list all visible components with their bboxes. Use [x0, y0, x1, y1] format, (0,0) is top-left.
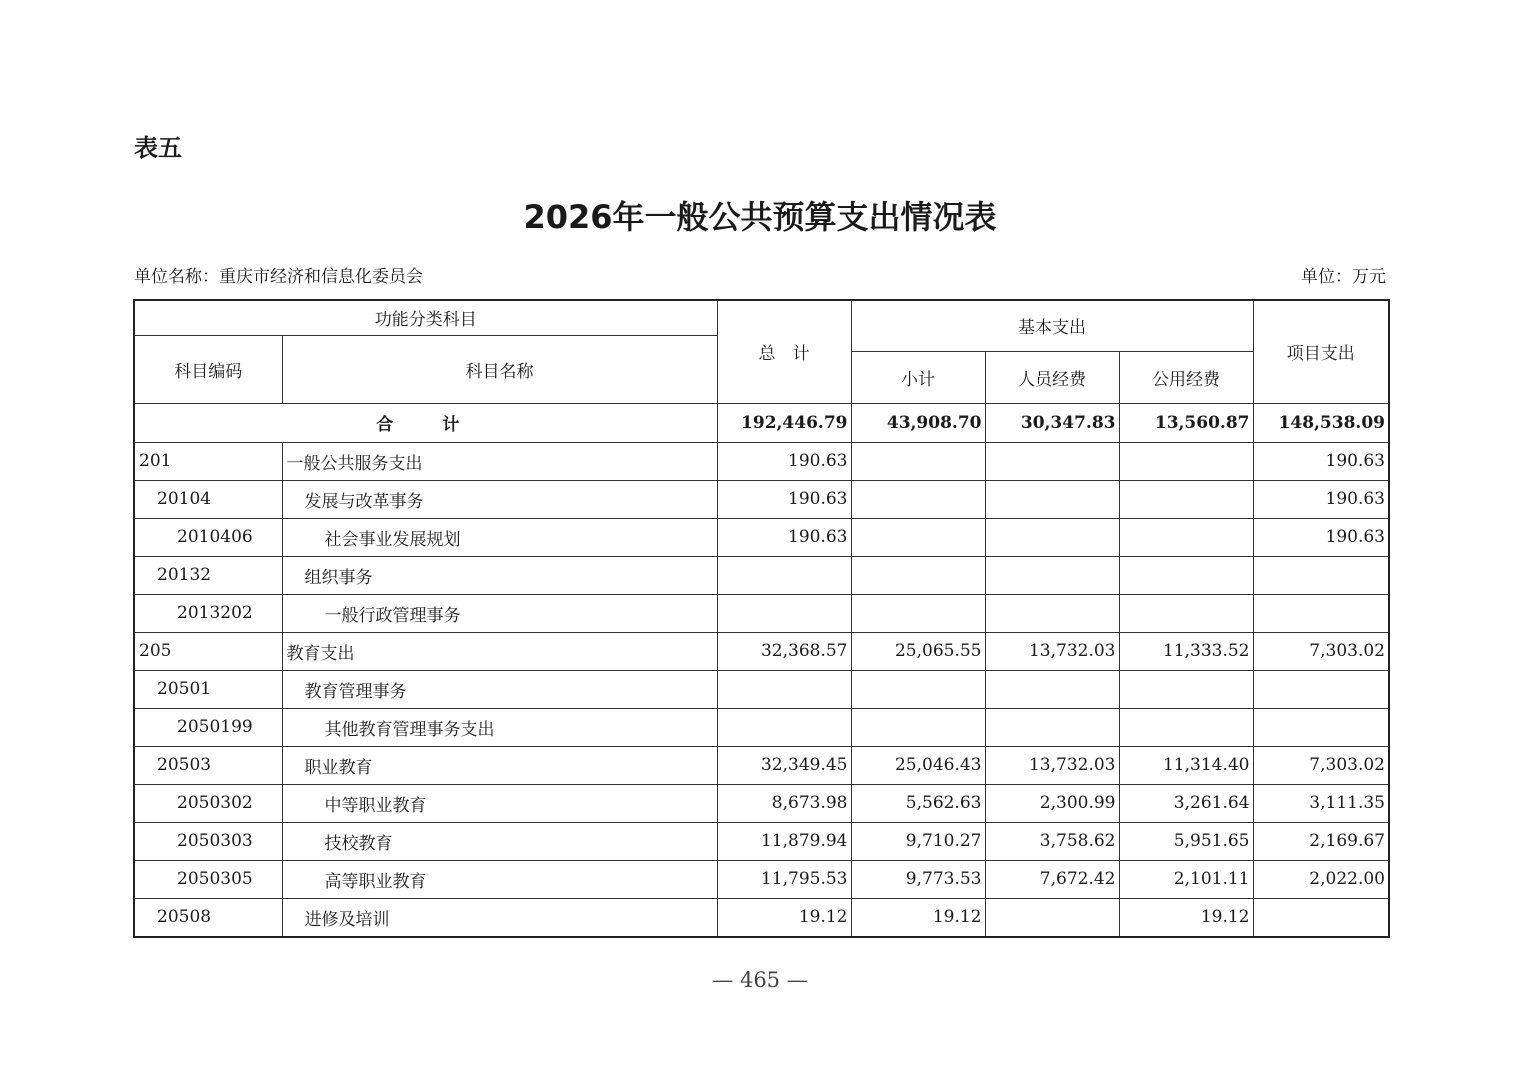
- cell-code: 201: [134, 442, 282, 480]
- cell-project: [1253, 556, 1389, 594]
- total-label: 合 计: [134, 403, 717, 442]
- table-row: [134, 518, 1389, 556]
- cell-project: 2,169.67: [1253, 822, 1389, 860]
- cell-subtotal: 19.12: [851, 898, 985, 937]
- cell-personnel: [985, 594, 1119, 632]
- cell-public: [1119, 670, 1253, 708]
- cell-subtotal: [851, 708, 985, 746]
- unit-name-label: 单位名称：重庆市经济和信息化委员会: [134, 267, 423, 287]
- total-project: 148,538.09: [1253, 403, 1389, 442]
- table-row: [134, 632, 1389, 670]
- cell-code: 20132: [134, 556, 282, 594]
- cell-public: [1119, 442, 1253, 480]
- cell-subtotal: [851, 480, 985, 518]
- cell-personnel: [985, 556, 1119, 594]
- cell-name: 高等职业教育: [282, 860, 717, 898]
- cell-public: 3,261.64: [1119, 784, 1253, 822]
- table-header: [134, 300, 1389, 403]
- cell-subtotal: [851, 442, 985, 480]
- cell-total: 19.12: [717, 898, 851, 937]
- cell-total: 32,349.45: [717, 746, 851, 784]
- cell-total: 190.63: [717, 442, 851, 480]
- cell-total: 190.63: [717, 518, 851, 556]
- header-func-category: 功能分类科目: [134, 300, 717, 335]
- cell-name: 进修及培训: [282, 898, 717, 937]
- cell-total: 8,673.98: [717, 784, 851, 822]
- cell-subtotal: [851, 518, 985, 556]
- cell-subtotal: 25,046.43: [851, 746, 985, 784]
- cell-name: 教育支出: [282, 632, 717, 670]
- table-row: [134, 594, 1389, 632]
- page-title: 2026年一般公共预算支出情况表: [523, 198, 997, 236]
- cell-personnel: 2,300.99: [985, 784, 1119, 822]
- cell-personnel: [985, 442, 1119, 480]
- header-public: 公用经费: [1119, 351, 1253, 403]
- cell-total: [717, 556, 851, 594]
- total-public: 13,560.87: [1119, 403, 1253, 442]
- cell-subtotal: 9,710.27: [851, 822, 985, 860]
- cell-name: 一般公共服务支出: [282, 442, 717, 480]
- cell-public: [1119, 480, 1253, 518]
- cell-project: [1253, 708, 1389, 746]
- total-total: 192,446.79: [717, 403, 851, 442]
- total-subtotal: 43,908.70: [851, 403, 985, 442]
- cell-code: 2050305: [134, 860, 282, 898]
- cell-subtotal: 5,562.63: [851, 784, 985, 822]
- cell-public: [1119, 594, 1253, 632]
- cell-project: 190.63: [1253, 480, 1389, 518]
- cell-code: 20501: [134, 670, 282, 708]
- table-row: [134, 784, 1389, 822]
- cell-name: 职业教育: [282, 746, 717, 784]
- cell-name: 一般行政管理事务: [282, 594, 717, 632]
- cell-total: 190.63: [717, 480, 851, 518]
- cell-total: 32,368.57: [717, 632, 851, 670]
- cell-code: 20508: [134, 898, 282, 937]
- cell-code: 205: [134, 632, 282, 670]
- cell-personnel: [985, 518, 1119, 556]
- cell-total: [717, 708, 851, 746]
- cell-personnel: [985, 898, 1119, 937]
- table-row: [134, 746, 1389, 784]
- cell-code: 2010406: [134, 518, 282, 556]
- header-basic: 基本支出: [851, 300, 1253, 351]
- table-row: [134, 708, 1389, 746]
- cell-name: 发展与改革事务: [282, 480, 717, 518]
- cell-public: 5,951.65: [1119, 822, 1253, 860]
- cell-total: 11,795.53: [717, 860, 851, 898]
- cell-project: 2,022.00: [1253, 860, 1389, 898]
- cell-code: 2013202: [134, 594, 282, 632]
- cell-project: [1253, 898, 1389, 937]
- cell-public: 2,101.11: [1119, 860, 1253, 898]
- table-row: [134, 480, 1389, 518]
- cell-project: [1253, 670, 1389, 708]
- budget-table: [133, 299, 1390, 938]
- cell-personnel: [985, 670, 1119, 708]
- cell-personnel: 13,732.03: [985, 746, 1119, 784]
- header-name: 科目名称: [282, 335, 717, 403]
- cell-personnel: 13,732.03: [985, 632, 1119, 670]
- header-total: 总 计: [717, 300, 851, 403]
- cell-code: 20104: [134, 480, 282, 518]
- cell-project: 7,303.02: [1253, 632, 1389, 670]
- cell-code: 20503: [134, 746, 282, 784]
- header-personnel: 人员经费: [985, 351, 1119, 403]
- table-row: [134, 860, 1389, 898]
- cell-name: 社会事业发展规划: [282, 518, 717, 556]
- cell-name: 中等职业教育: [282, 784, 717, 822]
- cell-subtotal: [851, 594, 985, 632]
- cell-personnel: [985, 708, 1119, 746]
- cell-subtotal: [851, 556, 985, 594]
- cell-public: [1119, 518, 1253, 556]
- table-body: [134, 403, 1389, 937]
- table-row: [134, 556, 1389, 594]
- cell-personnel: [985, 480, 1119, 518]
- cell-subtotal: 9,773.53: [851, 860, 985, 898]
- cell-name: 其他教育管理事务支出: [282, 708, 717, 746]
- cell-code: 2050303: [134, 822, 282, 860]
- cell-subtotal: 25,065.55: [851, 632, 985, 670]
- cell-project: [1253, 594, 1389, 632]
- cell-project: 3,111.35: [1253, 784, 1389, 822]
- cell-name: 技校教育: [282, 822, 717, 860]
- cell-name: 组织事务: [282, 556, 717, 594]
- cell-subtotal: [851, 670, 985, 708]
- table-row: [134, 898, 1389, 937]
- total-row: [134, 403, 1389, 442]
- cell-project: 190.63: [1253, 518, 1389, 556]
- cell-public: 11,333.52: [1119, 632, 1253, 670]
- header-code: 科目编码: [134, 335, 282, 403]
- table-row: [134, 442, 1389, 480]
- cell-total: [717, 670, 851, 708]
- cell-name: 教育管理事务: [282, 670, 717, 708]
- currency-unit-label: 单位：万元: [1301, 267, 1386, 287]
- cell-public: 19.12: [1119, 898, 1253, 937]
- cell-code: 2050302: [134, 784, 282, 822]
- table-row: [134, 822, 1389, 860]
- cell-total: [717, 594, 851, 632]
- table-row: [134, 670, 1389, 708]
- table-number: 表五: [134, 134, 182, 162]
- cell-public: 11,314.40: [1119, 746, 1253, 784]
- cell-project: 190.63: [1253, 442, 1389, 480]
- cell-public: [1119, 708, 1253, 746]
- header-subtotal: 小计: [851, 351, 985, 403]
- total-personnel: 30,347.83: [985, 403, 1119, 442]
- header-project: 项目支出: [1253, 300, 1389, 403]
- cell-public: [1119, 556, 1253, 594]
- cell-project: 7,303.02: [1253, 746, 1389, 784]
- cell-personnel: 3,758.62: [985, 822, 1119, 860]
- cell-code: 2050199: [134, 708, 282, 746]
- cell-total: 11,879.94: [717, 822, 851, 860]
- cell-personnel: 7,672.42: [985, 860, 1119, 898]
- page-number: — 465 —: [712, 968, 808, 992]
